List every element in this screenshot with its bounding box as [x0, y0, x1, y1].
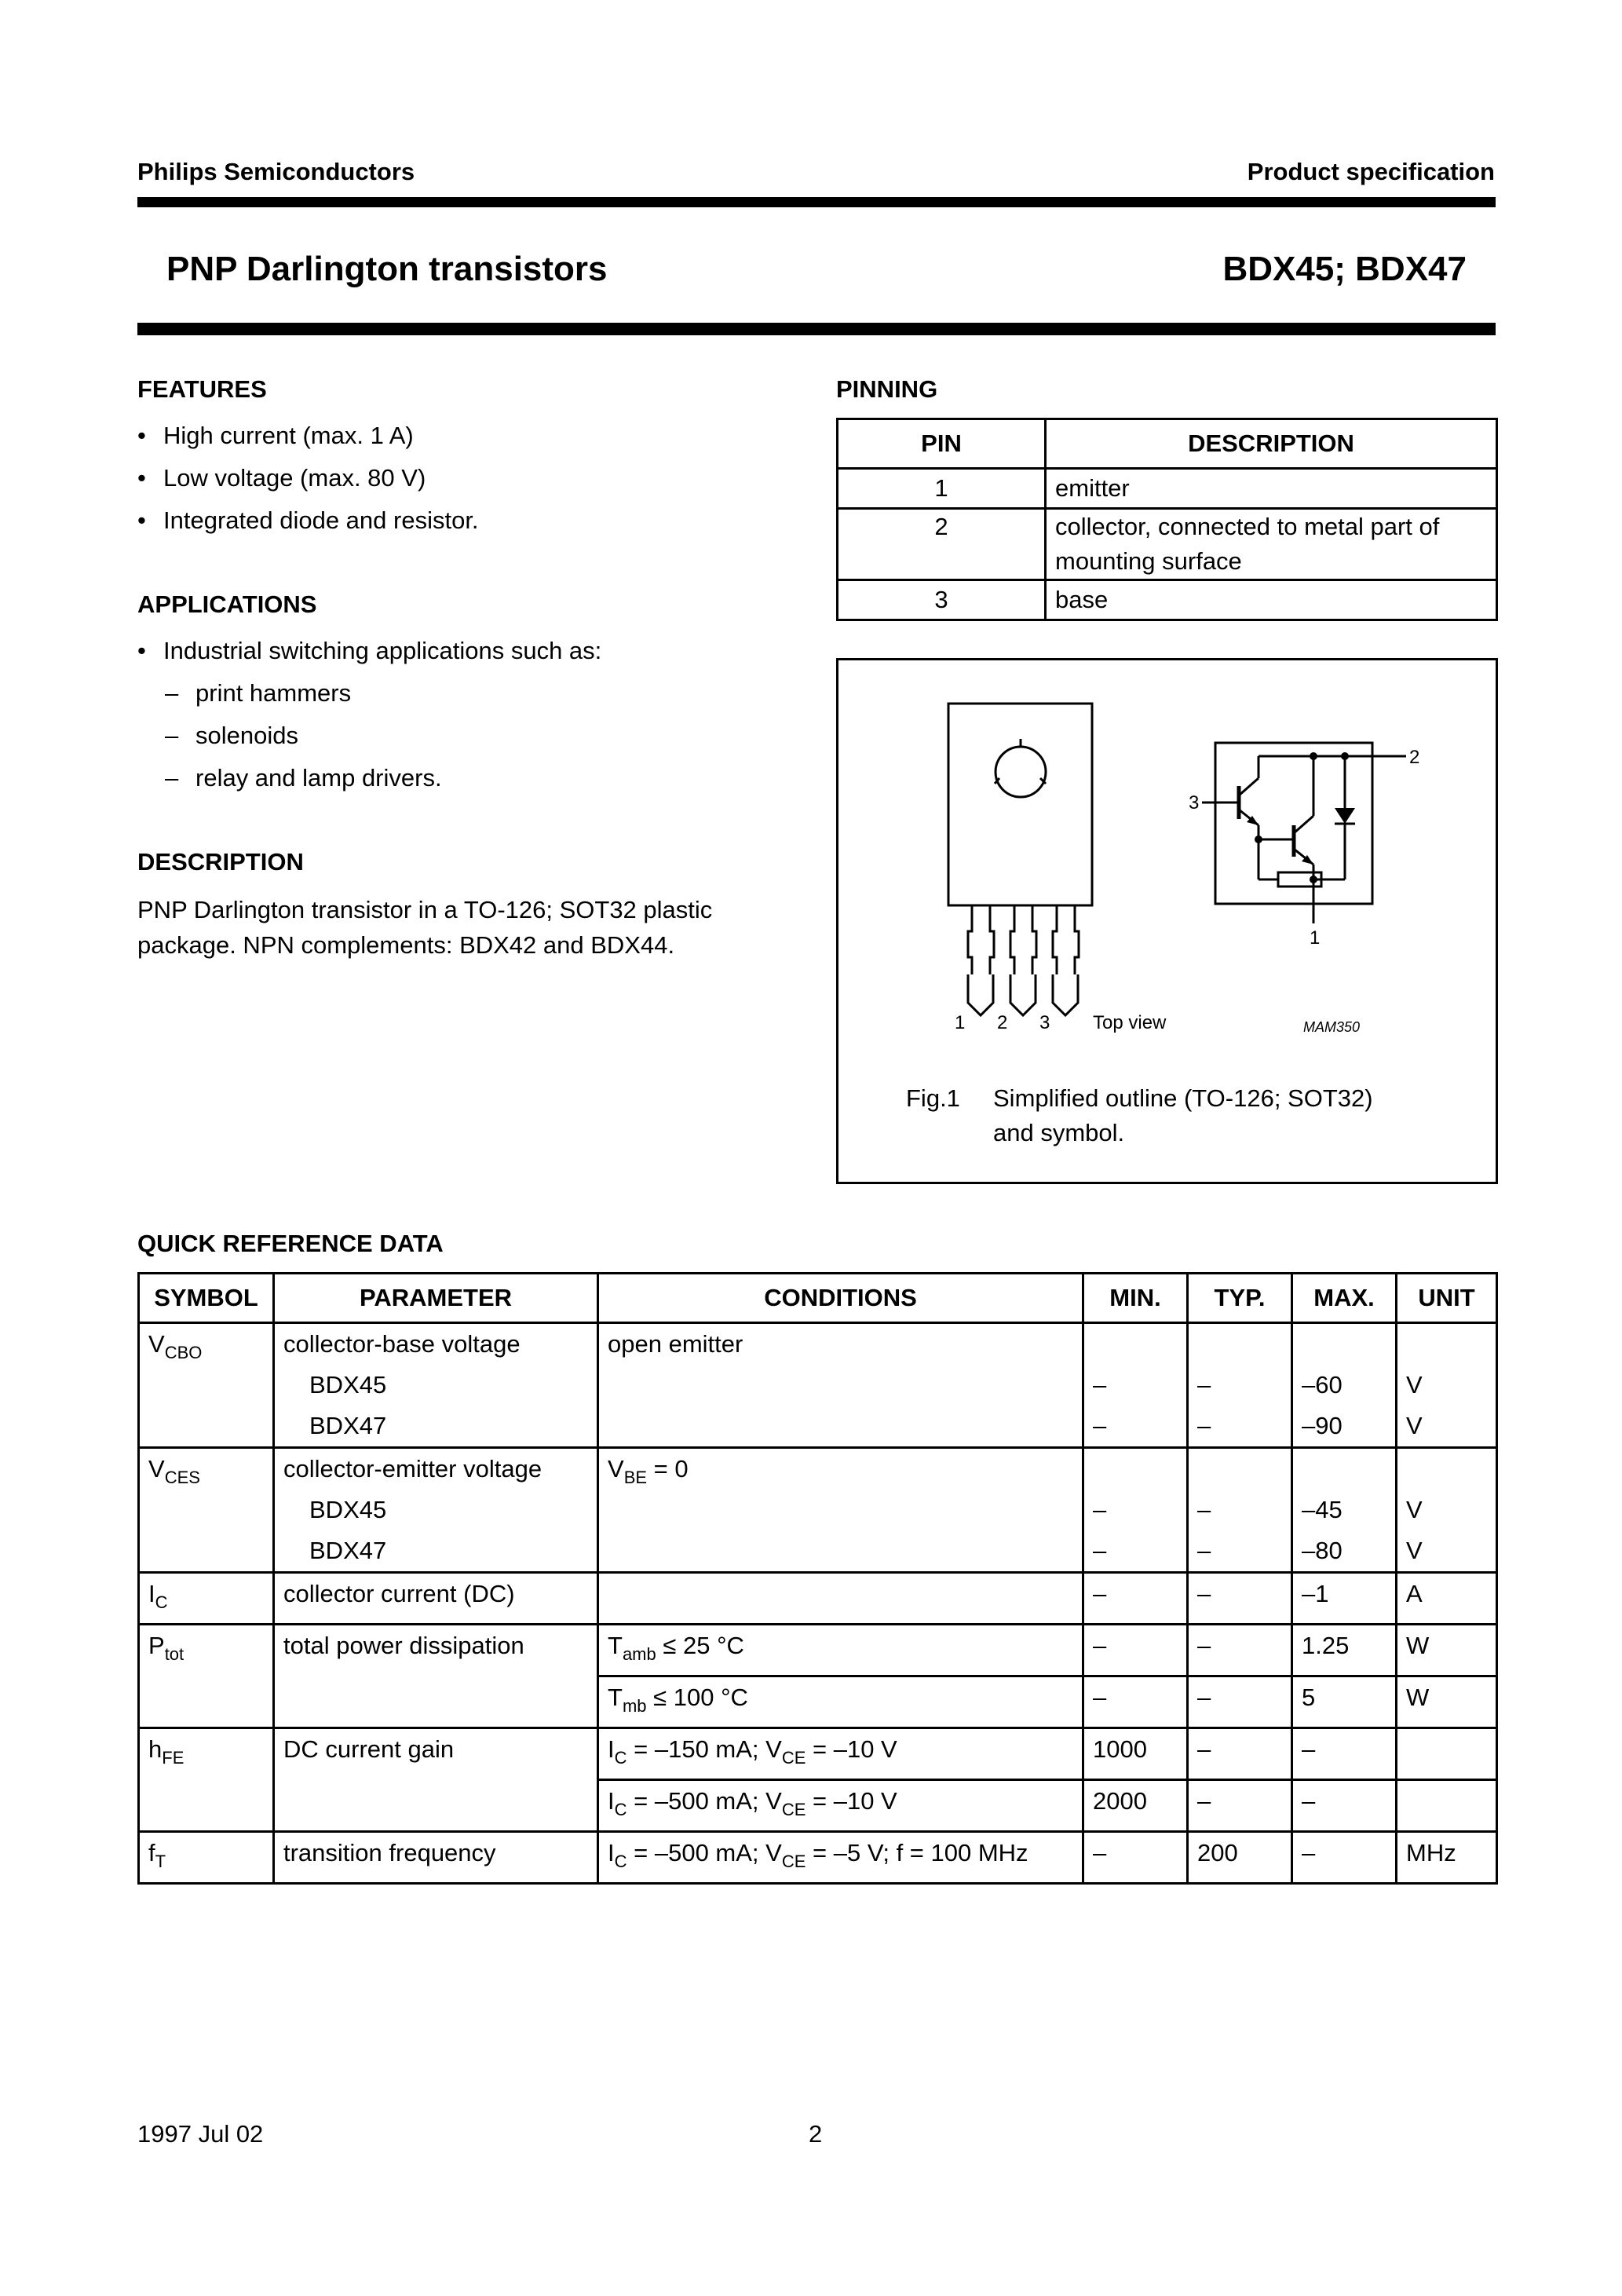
- package-body: [948, 704, 1092, 905]
- symbol-cell: $V_{CES}$: [139, 1448, 274, 1573]
- min-cell: –: [1083, 1573, 1188, 1625]
- lead-label-3: 3: [1039, 1012, 1050, 1033]
- symbol-pin-2: 2: [1409, 747, 1420, 768]
- table-header-row: [139, 1274, 1497, 1323]
- unit-cell: W: [1397, 1676, 1497, 1728]
- lead-1: [968, 905, 994, 1015]
- typ-cell: –: [1188, 1728, 1292, 1780]
- list-item: – solenoids: [137, 715, 781, 757]
- min-cell: 1000: [1083, 1728, 1188, 1780]
- table-row: [139, 1573, 1497, 1625]
- pin-number: 2: [838, 509, 1046, 580]
- symbol-cell: $f_T$: [139, 1832, 274, 1884]
- description-column-header: DESCRIPTION: [1046, 419, 1497, 469]
- description-text: PNP Darlington transistor in a TO-126; SOT32 plastic package. NPN complements: BDX42 and BDX44.: [137, 896, 713, 959]
- applications-heading: APPLICATIONS: [137, 590, 317, 618]
- list-item: • Low voltage (max. 80 V): [137, 457, 781, 499]
- max-cell: –90: [1292, 1406, 1397, 1448]
- figure-code: MAM350: [1303, 1019, 1361, 1035]
- features-list: [137, 415, 781, 542]
- list-item: • High current (max. 1 A): [137, 415, 781, 457]
- typ-cell: –: [1188, 1530, 1292, 1573]
- table-row: [838, 469, 1497, 509]
- symbol-pin-1: 1: [1310, 927, 1321, 949]
- unit-cell: A: [1397, 1573, 1497, 1625]
- applications-list: [137, 630, 781, 672]
- typ-cell: –: [1188, 1780, 1292, 1832]
- list-item: • Industrial switching applications such as:: [137, 630, 781, 672]
- min-cell: –: [1083, 1490, 1188, 1530]
- symbol-pin-3: 3: [1189, 792, 1200, 813]
- column-header: TYP.: [1188, 1274, 1292, 1323]
- diode-triangle: [1335, 808, 1355, 824]
- table-row: [139, 1448, 1497, 1490]
- pin-number: 1: [838, 469, 1046, 509]
- min-cell: –: [1083, 1406, 1188, 1448]
- features-heading: FEATURES: [137, 375, 267, 403]
- conditions-cell: $T_{mb} \le 100$ °C: [598, 1676, 1083, 1728]
- pin-description: base: [1046, 580, 1497, 620]
- unit-cell: V: [1397, 1365, 1497, 1406]
- figure-caption-line2: and symbol.: [993, 1119, 1125, 1146]
- column-header: PARAMETER: [274, 1274, 598, 1323]
- page-number: 2: [809, 2120, 823, 2148]
- lead-3: [1053, 905, 1079, 1015]
- pin-column-header: PIN: [838, 419, 1046, 469]
- mounting-hole: [995, 747, 1046, 797]
- table-row: [139, 1832, 1497, 1884]
- unit-cell: V: [1397, 1406, 1497, 1448]
- lead-label-1: 1: [955, 1012, 966, 1033]
- parameter-cell: BDX47: [274, 1406, 598, 1448]
- header-company: Philips Semiconductors: [137, 158, 415, 185]
- min-cell: –: [1083, 1530, 1188, 1573]
- unit-cell: [1397, 1780, 1497, 1832]
- pin-description: collector, connected to metal part of mounting surface: [1046, 509, 1497, 580]
- parameter-cell: total power dissipation: [274, 1625, 598, 1728]
- symbol-cell: $P_{tot}$: [139, 1625, 274, 1728]
- min-cell: –: [1083, 1832, 1188, 1884]
- typ-cell: –: [1188, 1406, 1292, 1448]
- part-number: BDX45; BDX47: [1222, 250, 1467, 288]
- unit-cell: V: [1397, 1530, 1497, 1573]
- typ-cell: –: [1188, 1365, 1292, 1406]
- parameter-cell: collector current (DC): [274, 1573, 598, 1625]
- lead-label-2: 2: [997, 1012, 1008, 1033]
- quick-reference-table: [137, 1272, 1498, 1885]
- column-header: MAX.: [1292, 1274, 1397, 1323]
- list-item: • Integrated diode and resistor.: [137, 499, 781, 542]
- typ-cell: –: [1188, 1676, 1292, 1728]
- top-view-label: Top view: [1093, 1012, 1167, 1033]
- max-cell: –45: [1292, 1490, 1397, 1530]
- figure-box: [836, 658, 1498, 1184]
- figure-number: Fig.1: [906, 1084, 960, 1112]
- max-cell: 1.25: [1292, 1625, 1397, 1676]
- conditions-cell: [598, 1573, 1083, 1625]
- table-row: [139, 1625, 1497, 1676]
- unit-cell: [1397, 1728, 1497, 1780]
- max-cell: –1: [1292, 1573, 1397, 1625]
- table-row: [139, 1728, 1497, 1780]
- parameter-cell: transition frequency: [274, 1832, 598, 1884]
- pinning-table: [836, 418, 1498, 621]
- list-item: – print hammers: [137, 672, 781, 715]
- figure-caption-line1: Simplified outline (TO-126; SOT32): [993, 1084, 1373, 1112]
- symbol-cell: $V_{CBO}$: [139, 1323, 274, 1448]
- max-cell: –60: [1292, 1365, 1397, 1406]
- table-row: [838, 580, 1497, 620]
- parameter-cell: BDX45: [274, 1490, 598, 1530]
- symbol-cell: $I_C$: [139, 1573, 274, 1625]
- min-cell: –: [1083, 1365, 1188, 1406]
- parameter-cell: collector-base voltage: [274, 1323, 598, 1366]
- max-cell: –: [1292, 1832, 1397, 1884]
- typ-cell: –: [1188, 1573, 1292, 1625]
- typ-cell: 200: [1188, 1832, 1292, 1884]
- conditions-cell: $V_{BE} = 0$: [598, 1448, 1083, 1573]
- parameter-cell: BDX45: [274, 1365, 598, 1406]
- unit-cell: V: [1397, 1490, 1497, 1530]
- column-header: CONDITIONS: [598, 1274, 1083, 1323]
- table-row: [139, 1323, 1497, 1366]
- max-cell: –80: [1292, 1530, 1397, 1573]
- min-cell: 2000: [1083, 1780, 1188, 1832]
- pinning-heading: PINNING: [836, 375, 938, 403]
- max-cell: –: [1292, 1780, 1397, 1832]
- conditions-cell: $I_C = -500$ mA; $V_{CE} = -5$ V; f = 100 MHz: [598, 1832, 1083, 1884]
- lead-2: [1010, 905, 1036, 1015]
- parameter-cell: collector-emitter voltage: [274, 1448, 598, 1490]
- title-rule: [137, 323, 1496, 335]
- typ-cell: –: [1188, 1490, 1292, 1530]
- header-rule: [137, 197, 1496, 207]
- typ-cell: –: [1188, 1625, 1292, 1676]
- parameter-cell: BDX47: [274, 1530, 598, 1573]
- page-title: PNP Darlington transistors: [166, 250, 608, 288]
- max-cell: 5: [1292, 1676, 1397, 1728]
- pin-number: 3: [838, 580, 1046, 620]
- conditions-cell: $I_C = -500$ mA; $V_{CE} = -10$ V: [598, 1780, 1083, 1832]
- column-header: MIN.: [1083, 1274, 1188, 1323]
- parameter-cell: DC current gain: [274, 1728, 598, 1832]
- conditions-cell: open emitter: [598, 1323, 1083, 1448]
- header-doc-type: Product specification: [1247, 158, 1495, 185]
- unit-cell: W: [1397, 1625, 1497, 1676]
- unit-cell: MHz: [1397, 1832, 1497, 1884]
- min-cell: –: [1083, 1625, 1188, 1676]
- footer-date: 1997 Jul 02: [137, 2120, 264, 2148]
- column-header: UNIT: [1397, 1274, 1497, 1323]
- conditions-cell: $T_{amb} \le 25$ °C: [598, 1625, 1083, 1676]
- qrd-heading: QUICK REFERENCE DATA: [137, 1230, 444, 1257]
- pin-description: emitter: [1046, 469, 1497, 509]
- max-cell: –: [1292, 1728, 1397, 1780]
- list-item: – relay and lamp drivers.: [137, 757, 781, 799]
- min-cell: –: [1083, 1676, 1188, 1728]
- column-header: SYMBOL: [139, 1274, 274, 1323]
- applications-sublist: [137, 672, 781, 799]
- symbol-cell: $h_{FE}$: [139, 1728, 274, 1832]
- table-row: [838, 509, 1497, 580]
- conditions-cell: $I_C = -150$ mA; $V_{CE} = -10$ V: [598, 1728, 1083, 1780]
- description-heading: DESCRIPTION: [137, 848, 304, 876]
